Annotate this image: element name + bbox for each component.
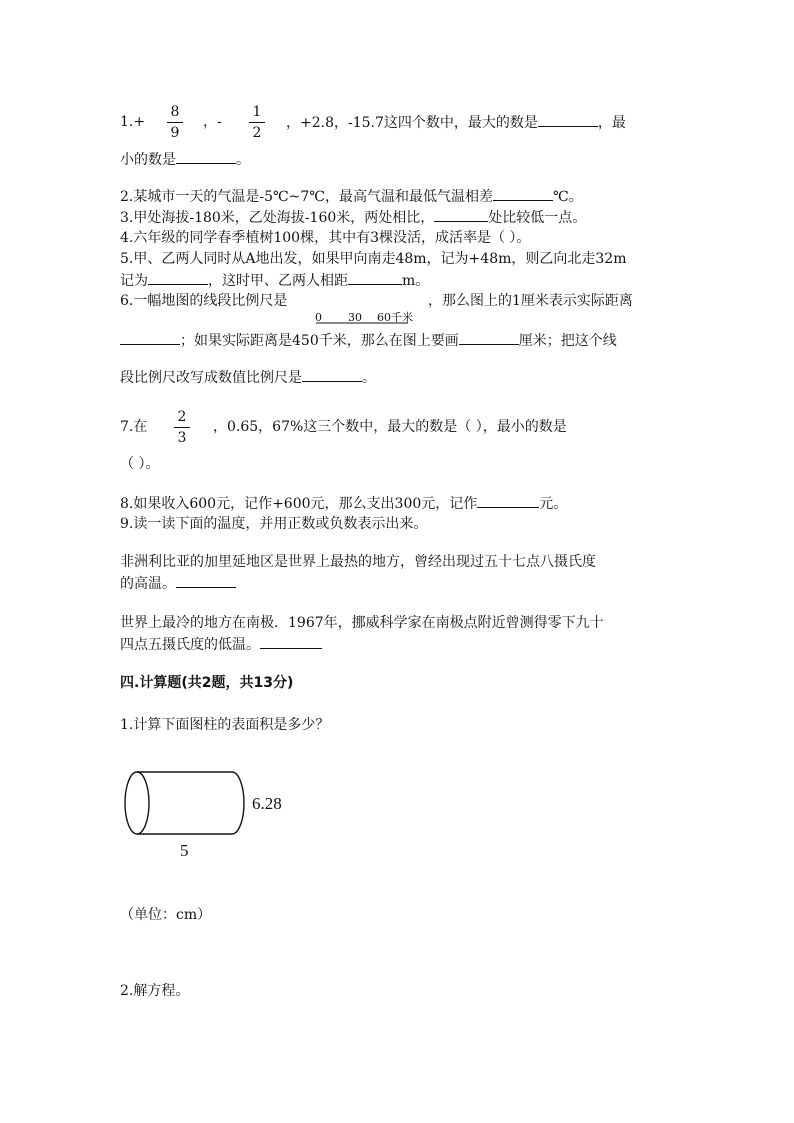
cylinder-right-face xyxy=(232,772,244,834)
q9-paragraph1-line1: 非洲利比亚的加里延地区是世界上最热的地方，曾经出现过五十七点八摄氏度 xyxy=(120,554,596,570)
q5-line2 xyxy=(120,271,429,290)
q6-text: 厘米；把这个线 xyxy=(518,333,617,349)
fraction-numerator: 2 xyxy=(177,409,187,425)
scale-label-0: 0 xyxy=(315,311,322,324)
section4-q2: 2.解方程。 xyxy=(120,983,190,999)
fraction-bar xyxy=(174,427,190,428)
q4-line: 4.六年级的同学春季植树100棵，其中有3棵没活，成活率是（ ）。 xyxy=(120,230,531,246)
answer-blank[interactable] xyxy=(493,187,553,201)
answer-blank[interactable] xyxy=(302,368,362,382)
q6-line1a: 6.一幅地图的线段比例尺是 xyxy=(120,293,288,309)
cylinder-circumference-label: 6.28 xyxy=(252,794,282,813)
q9-paragraph1-line2 xyxy=(120,574,236,593)
q3-text: 3.甲处海拔-180米，乙处海拔-160米，两处相比， xyxy=(120,210,435,226)
q5-text: 记为 xyxy=(120,273,148,289)
q1-number: 1. xyxy=(120,114,134,130)
q5-text: ，这时甲、乙两人相距 xyxy=(208,273,348,289)
answer-blank[interactable] xyxy=(176,150,236,164)
fraction-numerator: 1 xyxy=(252,104,262,120)
fraction-denominator: 2 xyxy=(252,125,262,141)
q6-line1b: ，那么图上的1厘米表示实际距离 xyxy=(428,293,633,309)
q2-line xyxy=(120,187,583,206)
answer-blank[interactable] xyxy=(477,494,539,508)
q9-title: 9.读一读下面的温度，并用正数或负数表示出来。 xyxy=(120,516,428,532)
q6-text-end: 。 xyxy=(362,370,376,386)
q9-text: 四点五摄氏度的低温。 xyxy=(120,637,260,653)
scale-label-60km: 60千米 xyxy=(377,311,413,324)
fraction-bar xyxy=(249,122,265,123)
unit-note: （单位：cm） xyxy=(120,907,212,923)
q1-plus-sign: + xyxy=(133,114,146,130)
fraction-denominator: 3 xyxy=(177,430,187,446)
q3-text-end: 处比较低一点。 xyxy=(488,210,587,226)
answer-blank[interactable] xyxy=(148,271,208,285)
q7-rest: ，0.65，67%这三个数中，最大的数是（ ），最小的数是 xyxy=(213,419,567,435)
q1-separator: ，- xyxy=(203,114,222,130)
cylinder-figure xyxy=(118,768,258,848)
answer-blank[interactable] xyxy=(348,271,402,285)
q1-text-end: 。 xyxy=(236,152,250,168)
answer-blank[interactable] xyxy=(120,331,180,345)
q1-text: 小的数是 xyxy=(120,152,176,168)
q2-text-end: ℃。 xyxy=(552,189,583,205)
q9-paragraph2-line1: 世界上最冷的地方在南极．1967年，挪威科学家在南极点附近曾测得零下九十 xyxy=(120,615,604,631)
cylinder-left-face xyxy=(125,772,149,834)
answer-blank[interactable] xyxy=(459,331,519,345)
q1-fraction-1-2 xyxy=(247,103,267,142)
q7-fraction-2-3 xyxy=(172,408,192,447)
scale-label-30: 30 xyxy=(348,311,362,324)
answer-blank[interactable] xyxy=(538,113,598,127)
section4-q1: 1.计算下面图柱的表面积是多少？ xyxy=(120,717,330,733)
q1-text-end: ，最 xyxy=(597,115,626,131)
q6-text: 段比例尺改写成数值比例尺是 xyxy=(120,370,302,386)
fraction-bar xyxy=(167,122,183,123)
q8-text: 8.如果收入600元，记作+600元，那么支出300元，记作 xyxy=(120,496,478,512)
q8-line xyxy=(120,494,567,513)
q1-line2 xyxy=(120,150,250,169)
q1-line1-rest xyxy=(286,113,626,132)
q1-fraction-8-9 xyxy=(165,103,185,142)
answer-blank[interactable] xyxy=(176,574,236,588)
q8-text-end: 元。 xyxy=(539,496,568,512)
q2-text: 2.某城市一天的气温是-5℃~7℃，最高气温和最低气温相差 xyxy=(120,189,493,205)
q7-start: 7.在 xyxy=(120,419,148,435)
section-heading: 四.计算题(共2题，共13分) xyxy=(120,675,294,691)
answer-blank[interactable] xyxy=(260,635,322,649)
fraction-denominator: 9 xyxy=(170,125,180,141)
q5-text-end: m。 xyxy=(402,273,430,289)
q9-text: 的高温。 xyxy=(120,576,176,592)
fraction-numerator: 8 xyxy=(170,104,180,120)
q1-text: ，+2.8，-15.7这四个数中，最大的数是 xyxy=(286,115,538,131)
q7-line2: （ ）。 xyxy=(120,456,160,472)
q6-line2 xyxy=(120,331,617,350)
q6-text: ；如果实际距离是450千米，那么在图上要画 xyxy=(180,333,459,349)
q5-line1: 5.甲、乙两人同时从A地出发，如果甲向南走48m，记为+48m，则乙向北走32m xyxy=(120,251,627,267)
q3-line xyxy=(120,208,586,227)
cylinder-length-label: 5 xyxy=(180,841,189,860)
q1-line1 xyxy=(120,113,145,131)
q6-line3 xyxy=(120,368,376,387)
q9-paragraph2-line2 xyxy=(120,635,322,654)
answer-blank[interactable] xyxy=(434,208,488,222)
